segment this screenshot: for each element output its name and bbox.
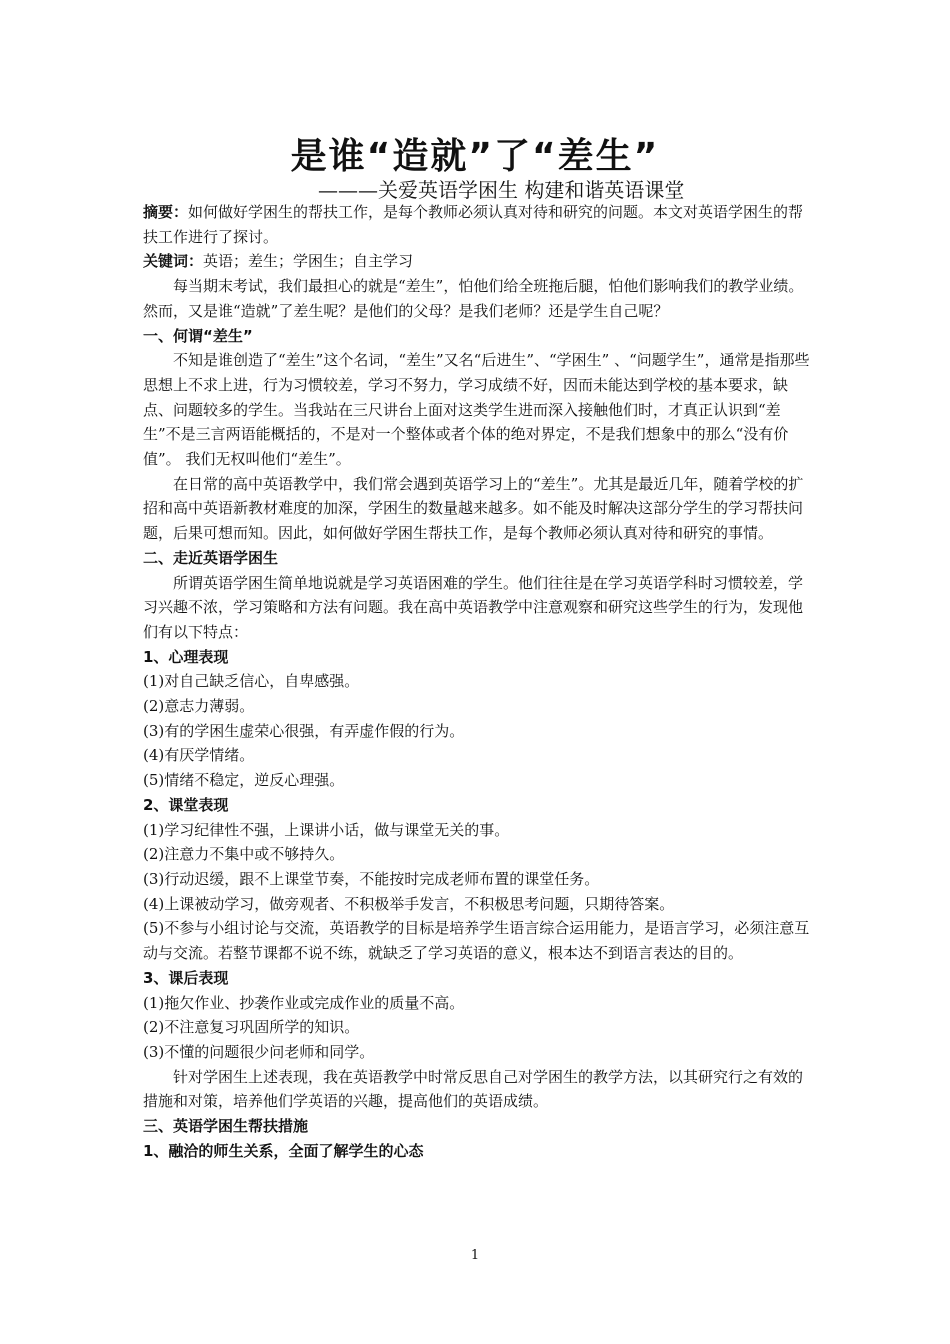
section2-paragraph-2: 针对学困生上述表现，我在英语教学中时常反思自己对学困生的教学方法，以其研究行之有效的措施和对策，培养他们学英语的兴趣，提高他们的英语成绩。 — [143, 1067, 804, 1111]
section1-paragraph-2: 在日常的高中英语教学中，我们常会遇到英语学习上的“差生”。尤其是最近几年，随着学校的扩招和高中英语新教材难度的加深，学困生的数量越来越多。如不能及时解决这部分学生的学习帮扶问题，后果可想而知。因此，如何做好学困生帮扶工作，是每个教师必须认真对待和研究的事情。 — [143, 474, 804, 543]
keywords-label: 关键词： — [143, 252, 204, 271]
list-item: (5)情绪不稳定，逆反心理强。 — [143, 771, 345, 790]
section1-heading: 一、何谓“差生” — [143, 326, 253, 345]
list-item: (3)行动迟缓，跟不上课堂节奏，不能按时完成老师布置的课堂任务。 — [143, 869, 600, 888]
list-item: (3)有的学困生虚荣心很强，有弄虚作假的行为。 — [143, 721, 465, 740]
section2-sub2-heading: 2、课堂表现 — [143, 795, 229, 814]
section3-heading: 三、英语学困生帮扶措施 — [143, 1117, 309, 1136]
document-body — [143, 200, 811, 1163]
list-item: (2)不注意复习巩固所学的知识。 — [143, 1018, 360, 1037]
list-item: (1)学习纪律性不强，上课讲小话，做与课堂无关的事。 — [143, 820, 510, 839]
list-item: (2)注意力不集中或不够持久。 — [143, 845, 345, 864]
page-number: 1 — [470, 1248, 480, 1263]
section3-sub1-heading: 1、融洽的师生关系，全面了解学生的心态 — [143, 1141, 424, 1160]
list-item: (5)不参与小组讨论与交流，英语教学的目标是培养学生语言综合运用能力，是语言学习，必须注意互动与交流。若整节课都不说不练，就缺乏了学习英语的意义，根本达不到语言表达的目的。 — [143, 919, 810, 963]
intro-paragraph: 每当期末考试，我们最担心的就是“差生”，怕他们给全班拖后腿，怕他们影响我们的教学业绩。然而，又是谁“造就”了差生呢？是他们的父母？是我们老师？还是学生自己呢？ — [143, 277, 804, 320]
keywords — [143, 249, 811, 274]
list-item: (3)不懂的问题很少问老师和同学。 — [143, 1042, 375, 1061]
list-item: (1)对自己缺乏信心，自卑感强。 — [143, 672, 360, 691]
section2-sub1-heading: 1、心理表现 — [143, 647, 229, 666]
document-title: 是谁“造就”了“差生” — [290, 136, 660, 177]
section2-heading: 二、走近英语学困生 — [143, 548, 279, 567]
section2-paragraph-1: 所谓英语学困生简单地说就是学习英语困难的学生。他们往往是在学习英语学科时习惯较差，学习兴趣不浓，学习策略和方法有问题。我在高中英语教学中注意观察和研究这些学生的行为，发现他们有以下特点： — [143, 573, 804, 641]
section2-sub3-heading: 3、课后表现 — [143, 968, 229, 987]
section1-paragraph-1: 不知是谁创造了“差生”这个名词，“差生”又名“后进生”、“学困生” 、“问题学生”，通常是指那些思想上不求上进，行为习惯较差，学习不努力，学习成绩不好，因而未能达到学校的基本要求，缺点、问题较多的学生。当我站在三尺讲台上面对这类学生进而深入接触他们时，才真正认识到“差生”不是三言两语能概括的，不是对一个整体或者个体的绝对界定，不是我们想象中的那么“没有价值”。 我们无权叫他们“差生”。 — [143, 351, 810, 469]
list-item: (4)上课被动学习，做旁观者、不积极举手发言，不积极思考问题，只期待答案。 — [143, 894, 675, 913]
abstract-label: 摘要： — [143, 203, 189, 221]
keywords-text: 英语；差生；学困生；自主学习 — [203, 252, 414, 271]
list-item: (2)意志力薄弱。 — [143, 697, 255, 716]
abstract — [143, 200, 811, 249]
document-subtitle: ———关爱英语学困生 构建和谐英语课堂 — [318, 178, 685, 202]
list-item: (1)拖欠作业、抄袭作业或完成作业的质量不高。 — [143, 993, 465, 1012]
list-item: (4)有厌学情绪。 — [143, 746, 255, 765]
abstract-text: 如何做好学困生的帮扶工作，是每个教师必须认真对待和研究的问题。本文对英语学困生的帮扶工作进行了探讨。 — [143, 203, 804, 246]
